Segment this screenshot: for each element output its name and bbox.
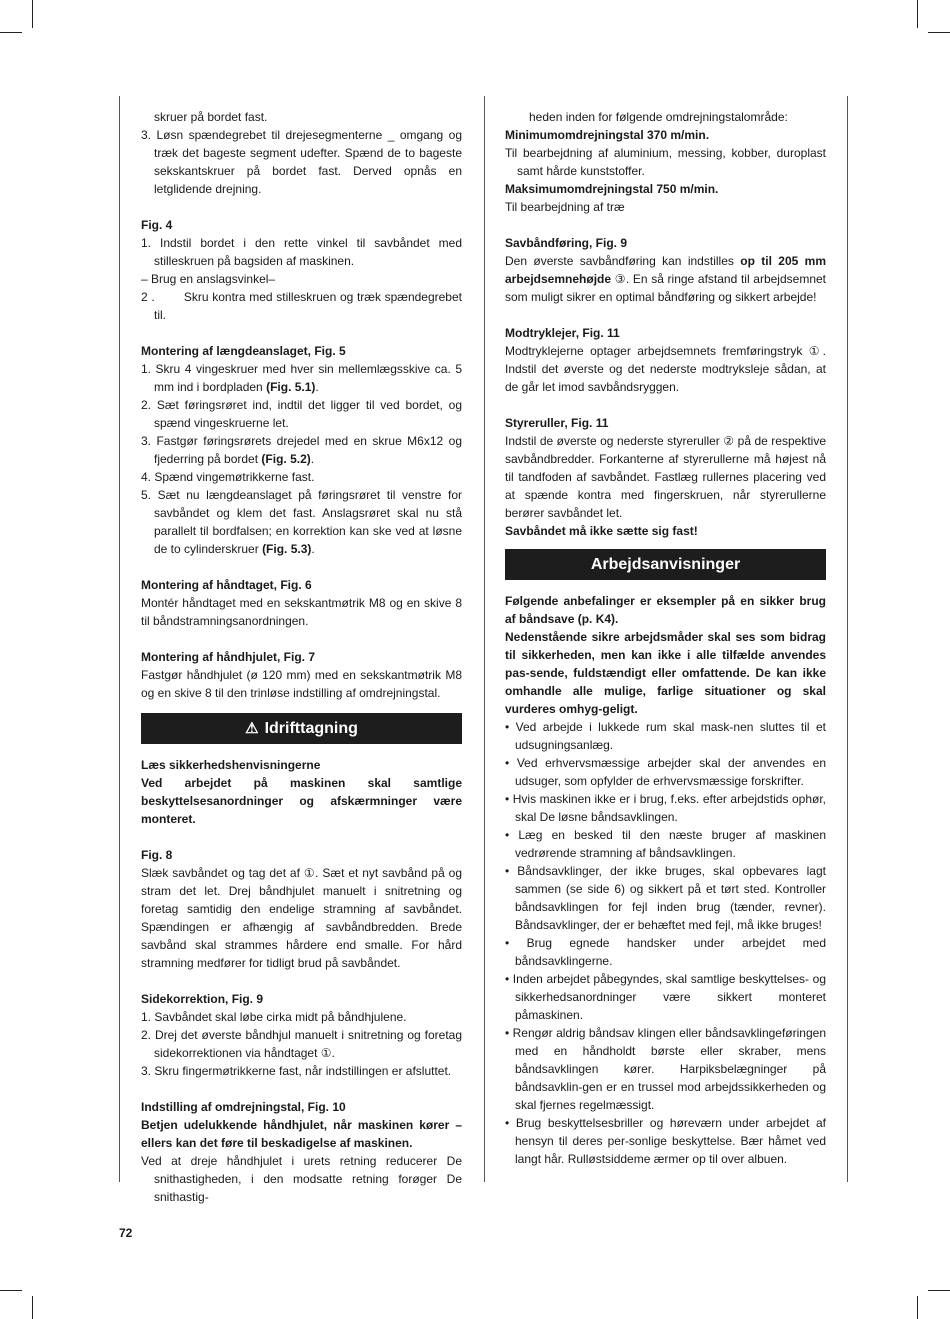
fig10-text: Ved at dreje håndhjulet i urets retning reducerer De snithastigheden, i den modsatte retning forøger De snithastig-: [141, 1154, 462, 1204]
fig7-heading: Montering af håndhjulet, Fig. 7: [141, 650, 315, 664]
section-title-idrifttagning: Idrifttagning: [264, 720, 358, 737]
fig4-heading: Fig. 4: [141, 218, 173, 232]
left-column: [141, 108, 466, 1206]
bandguide-heading: Savbåndføring, Fig. 9: [505, 236, 628, 250]
fig5-item-3: 3. Fastgør føringsrørets drejedel med en skrue M6x12 og fjederring på bordet (Fig. 5.2).: [141, 434, 462, 466]
crop-mark-top-left-h: [0, 32, 22, 33]
fig10-heading: Indstilling af omdrejningstal, Fig. 10: [141, 1100, 346, 1114]
right-margin-rule: [847, 96, 848, 1182]
fig5-item-2: 2. Sæt føringsrøret ind, indtil det ligger til ved bordet, og spænd vingeskruerne let.: [141, 398, 462, 430]
intro-item-3: 3. Løsn spændegrebet til drejesegmenterne _ omgang og træk det bageste segment udefter. Spænd de to bageste sekskantskruer på bordet fast. Derved opnås en letglidende drejning.: [141, 128, 462, 196]
thrust-bearing-text: Modtryklejerne optager arbejdsemnets fremføringstryk ①. Indstil det øverste og det nederste modtryksleje sådan, at de går let imod savbåndsryggen.: [505, 344, 826, 394]
safety-heading: Læs sikkerhedshenvisningerne: [141, 758, 321, 772]
fig6-heading: Montering af håndtaget, Fig. 6: [141, 578, 312, 592]
fig6-text: Montér håndtaget med en sekskantmøtrik M8 og en skive 8 til båndstramningsanordningen.: [141, 596, 462, 628]
fig7-text: Fastgør håndhjulet (ø 120 mm) med en sekskantmøtrik M8 og en skive 8 til den trinløse indstilling af omdrejningstal.: [141, 668, 462, 700]
work-intro-bold-2: Nedenstående sikre arbejdsmåder skal ses som bidrag til sikkerheden, men kan ikke i alle tilfælde anvendes pas-sende, fuldstændigt eller omfattende. De kan ikke omhandle alle mulige, farlige situationer og skal vurderes omhyg-geligt.: [505, 630, 826, 716]
speed-range-continuation: heden inden for følgende omdrejningstalområde:: [529, 110, 788, 124]
guide-rollers-warning: Savbåndet må ikke sætte sig fast!: [505, 524, 698, 538]
list-item: • Båndsavklinger, der ikke bruges, skal opbevares lagt sammen (se side 6) og sikkert på et tørt sted. Kontroller båndsavklingen for fejl inden brug (tænder, revner). Båndsavklinger, der er behæftet med fejl, må ikke bruges!: [505, 864, 826, 932]
thrust-bearing-heading: Modtryklejer, Fig. 11: [505, 326, 620, 340]
right-column: [505, 108, 826, 1168]
fig9-item-3: 3. Skru fingermøtrikkerne fast, når indstillingen er afsluttet.: [141, 1064, 452, 1078]
guide-rollers-text: Indstil de øverste og nederste styreruller ② på de respektive savbåndbredder. Forkanterne af styrerullerne må højest nå til tandfoden af savbåndet. Fastlæg rullernes placering ved at spænde kontra med fingerskruen, når styrerullerne berører savbåndet let.: [505, 434, 826, 520]
fig9-heading: Sidekorrektion, Fig. 9: [141, 992, 264, 1006]
crop-mark-top-right-v: [917, 0, 918, 28]
max-speed-label: Maksimumomdrejningstal 750 m/min.: [505, 182, 719, 196]
list-item: • Inden arbejdet påbegyndes, skal samtlige beskyttelses- og sikkerhedsanordninger være sikkert monteret påmaskinen.: [505, 972, 826, 1022]
safety-text: Ved arbejdet på maskinen skal samtlige beskyttelsesanordninger og afskærmninger være monteret.: [141, 776, 462, 826]
crop-mark-bottom-left-v: [32, 1296, 33, 1319]
section-bar-arbejdsanvisninger: [505, 549, 826, 580]
page-number: 72: [119, 1226, 133, 1240]
fig5-item-1: 1. Skru 4 vingeskruer med hver sin mellemlægsskive ca. 5 mm ind i bordpladen (Fig. 5.1).: [141, 362, 462, 394]
fig5-item-4: 4. Spænd vingemøtrikkerne fast.: [141, 470, 315, 484]
crop-mark-bottom-right-v: [917, 1296, 918, 1319]
list-item: • Hvis maskinen ikke er i brug, f.eks. efter arbejdstids ophør, skal De løsne båndsavklingen.: [505, 792, 826, 824]
intro-continuation: skruer på bordet fast.: [154, 110, 268, 124]
list-item: • Brug beskyttelsesbriller og høreværn under arbejdet af hensyn til deres per-sonlige beskyttelse. Bær håmet ved langt hår. Rulløstsiddeme ærmer op til over albuen.: [505, 1116, 826, 1166]
list-item: • Læg en besked til den næste bruger af maskinen vedrørende stramning af båndsavklingen.: [505, 828, 826, 860]
min-speed-label: Minimumomdrejningstal 370 m/min.: [505, 128, 710, 142]
crop-mark-bottom-right-h: [928, 1290, 950, 1291]
crop-mark-bottom-left-h: [0, 1290, 22, 1291]
fig4-item-2: 2 . Skru kontra med stilleskruen og træk spændegrebet til.: [141, 290, 466, 322]
fig8-text: Slæk savbåndet og tag det af ①. Sæt et nyt savbånd på og stram det let. Drej båndhjulet manuelt i snitretning og foretag samtidig den endelige stramning af savbåndet. Spændingen er afhængig af savbåndbredden. Brede savbånd skal strammes hårdere end smalle. For hård stramning medfører for tidligt brud på savbåndet.: [141, 866, 462, 970]
list-item: • Ved arbejde i lukkede rum skal mask-nen sluttes til et udsugningsanlæg.: [505, 720, 826, 752]
warning-triangle-icon: ⚠: [245, 720, 259, 737]
fig4-note: – Brug en anslagsvinkel–: [141, 272, 276, 286]
crop-mark-top-left-v: [32, 0, 33, 28]
left-margin-rule: [119, 96, 120, 1182]
fig5-item-5: 5. Sæt nu længdeanslaget på føringsrøret til venstre for savbåndet og klem det fast. Anslagsrøret skal nu stå parallelt til bordfalsen; en korrektion kan ske ved at løsne de to cylinderskruer (Fig. 5.3).: [141, 488, 462, 556]
fig8-heading: Fig. 8: [141, 848, 173, 862]
min-speed-text: Til bearbejdning af aluminium, messing, kobber, duroplast samt hårde kunststoffer.: [505, 146, 826, 178]
list-item: • Brug egnede handsker under arbejdet med båndsavklingerne.: [505, 936, 826, 968]
guide-rollers-heading: Styreruller, Fig. 11: [505, 416, 609, 430]
fig5-heading: Montering af længdeanslaget, Fig. 5: [141, 344, 346, 358]
list-item: • Rengør aldrig båndsav klingen eller båndsavklingeføringen med en håndholdt børste eller skraber, mens båndsavklingen kører. Harpiksbelægninger på båndsavklin-gen er en trussel mod arbejdssikkerheden og skal fjernes regelmæssigt.: [505, 1026, 826, 1112]
fig9-item-2: 2. Drej det øverste båndhjul manuelt i snitretning og foretag sidekorrektionen via håndtaget ①.: [141, 1028, 462, 1060]
section-bar-idrifttagning: [141, 713, 462, 744]
max-speed-text: Til bearbejdning af træ: [505, 200, 625, 214]
bandguide-text: Den øverste savbåndføring kan indstilles op til 205 mm arbejdsemnehøjde ③. En så ringe afstand til arbejdsemnet som muligt sikrer en optimal båndføring og sikkert arbejde!: [505, 254, 826, 304]
work-intro-bold: Følgende anbefalinger er eksempler på en sikker brug af båndsave (p. K4).: [505, 594, 826, 626]
section-title-arbejdsanvisninger: Arbejdsanvisninger: [590, 556, 741, 573]
crop-mark-top-right-h: [928, 32, 950, 33]
fig4-item-1: 1. Indstil bordet i den rette vinkel til savbåndet med stilleskruen på bagsiden af maskinen.: [141, 236, 462, 268]
fig10-warning: Betjen udelukkende håndhjulet, når maskinen kører – ellers kan det føre til beskadigelse af maskinen.: [141, 1118, 462, 1150]
center-rule: [484, 96, 485, 1182]
list-item: • Ved erhvervsmæssige arbejder skal der anvendes en udsuger, som opfylder de erhvervsmæssige forskrifter.: [505, 756, 826, 788]
fig9-item-1: 1. Savbåndet skal løbe cirka midt på båndhjulene.: [141, 1010, 407, 1024]
